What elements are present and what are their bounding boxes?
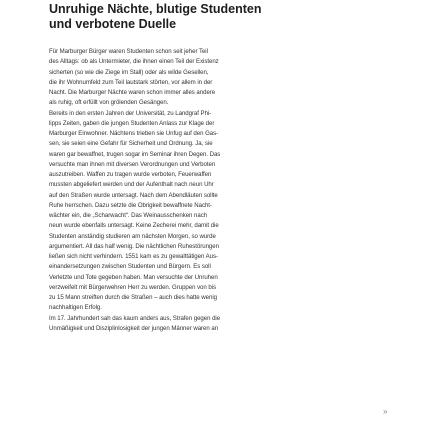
body-line: waren gar bewaffnet, trugen sogar im Seminar ihren Degen. Das — [49, 150, 221, 158]
article-title — [49, 2, 440, 32]
body-line: einandersetzungen zwischen Studenten und Bürgern. Es soll — [49, 263, 211, 271]
body-line: des Alltags: ob als Untermieter, die ihnen einen Teil der Existenz — [49, 58, 219, 66]
body-line: Studenten anständig studieren am nächsten Morgen, so wurde — [49, 232, 216, 240]
body-line: die ihr Wohnumfeld zum Teil lautstark störten, vor allem in der — [49, 78, 213, 86]
body-line: verzweifelt mit Bürgerwehren Herr zu werden. Gruppen von bis — [49, 283, 217, 291]
body-line: Verletzte und Tote gegeben haben. Man versuchte der Unruhen — [49, 273, 218, 281]
body-line: auszutreiben. Waffen zu tragen wurde verboten, Feuerwaffen — [49, 171, 212, 178]
body-line: als ruhig, oft erfüllt von grölenden Gesängen. — [49, 99, 169, 107]
article-title-line-1: Unruhige Nächte, blutige Studenten — [49, 2, 262, 16]
body-line: Bereits in den ersten Jahren der Universität, zu Landgraf Phi- — [49, 109, 212, 117]
body-line: Ruhe herrschen. Dazu setzte die Obrigkeit bewaffnete Nacht- — [49, 201, 212, 209]
article-body — [49, 47, 387, 334]
body-line: zu 15 Mann streiften durch die Straßen – auch dies hatte wenig — [49, 294, 217, 301]
body-line: auf den Straßen wurde untersagt. Nach dem Abendläuten sollte — [49, 191, 218, 199]
body-line: neun wurde ebenfalls untersagt. Keine Zecherei mehr, damit die — [49, 222, 219, 230]
body-line: Im 17. Jahrhundert sah das kaum anders aus, Strafen gegen die — [49, 314, 221, 322]
body-line: wächter ein, die „Scharwacht“. Das Weinausschenken nach — [49, 212, 208, 219]
body-line: nachhaltigen Erfolg. — [49, 304, 102, 312]
body-line: Für Marburger Bürger waren Studenten schon seit jeher Teil — [49, 48, 208, 55]
body-line: lipps Zeiten, gaben die jungen Studenten Anlass zur Klage der — [49, 119, 215, 127]
body-line: sen, sie seien eine Gefahr für Sicherheit und Ordnung. Ja, sie — [49, 140, 213, 148]
body-line: Marburger Einwohner. Nächtens trieben sie Unfug auf den Gas- — [49, 130, 219, 137]
body-line: sicherten (so wie die Ziege im Stall) oder als wilde Gesellen, — [49, 68, 209, 76]
body-line: Nacht. Die Marburger Nächte waren schon immer alles andere — [49, 89, 216, 96]
body-line: versuchte man ihnen mit diversen Verordnungen und Verboten — [49, 160, 216, 168]
body-line: ließen sich nicht verhindern. 1551 kam es zu gewalttätigen Aus- — [49, 253, 218, 260]
article-title-line-2: und verbotene Duelle — [49, 17, 177, 31]
body-line: Unmäßigkeit und Disziplinlosigkeit der jungen Männer waren an — [49, 324, 219, 332]
body-line: argumentiert. All das half wenig. Die nächtlichen Ruhestörungen — [49, 242, 219, 250]
continuation-mark: » — [383, 407, 388, 416]
body-line: mussten abgeliefert werden und der Aufenthalt nach neun Uhr — [49, 181, 214, 189]
